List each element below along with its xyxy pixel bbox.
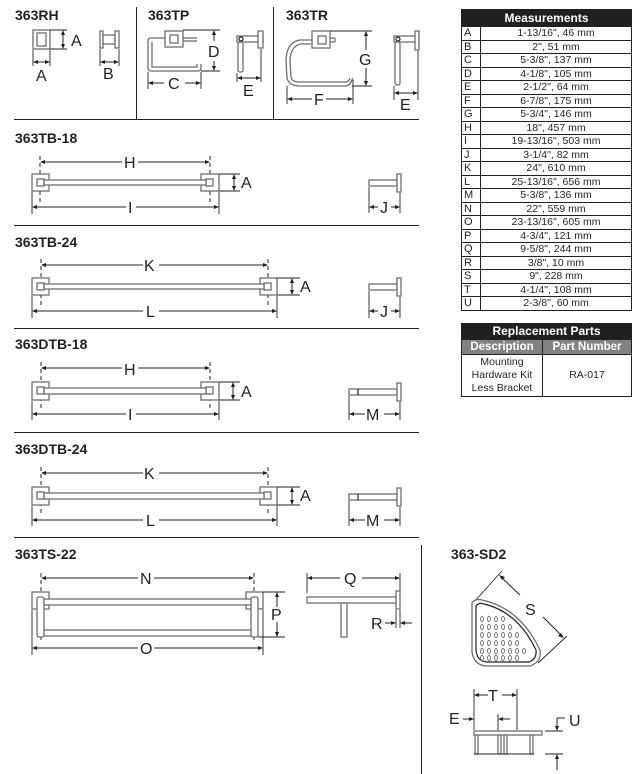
- dim-label-h: H: [124, 362, 136, 379]
- dim-label-a: A: [36, 68, 47, 85]
- table-row: A 1-13/16", 46 mm: [462, 27, 632, 41]
- dim-label-u: U: [569, 713, 581, 730]
- section-title-363dtb-24: 363DTB-24: [15, 441, 88, 457]
- diagram-363tb-24: [0, 226, 420, 329]
- section-title-363ts-22: 363TS-22: [15, 546, 77, 562]
- table-row: T 4-1/4", 108 mm: [462, 283, 632, 297]
- dim-label-a: A: [300, 488, 311, 505]
- table-row: P 4-3/4", 121 mm: [462, 229, 632, 243]
- section-divider-vertical: [421, 545, 422, 774]
- section-title-363tb-24: 363TB-24: [15, 234, 78, 250]
- table-row: J 3-1/4", 82 mm: [462, 148, 632, 162]
- dim-label-k: K: [144, 258, 155, 275]
- dim-label-i: I: [128, 407, 133, 424]
- dim-label-e: E: [400, 97, 411, 114]
- dim-label-q: Q: [344, 571, 357, 588]
- column-header-description: Description: [462, 340, 543, 355]
- part-description: Mounting Hardware Kit Less Bracket: [462, 355, 543, 397]
- section-title-363rh: 363RH: [15, 7, 59, 23]
- dim-label-k: K: [144, 466, 155, 483]
- section-title-363tp: 363TP: [148, 7, 190, 23]
- dim-label-d: D: [208, 44, 220, 61]
- dim-label-e: E: [243, 83, 254, 100]
- dim-label-e: E: [449, 711, 460, 728]
- dim-label-a: A: [300, 279, 311, 296]
- column-header-part-number: Part Number: [543, 340, 632, 355]
- dim-label-s: S: [525, 602, 536, 619]
- table-row: Q 9-5/8", 244 mm: [462, 243, 632, 257]
- dim-label-a: A: [71, 33, 82, 50]
- table-row: O 23-13/16", 605 mm: [462, 216, 632, 230]
- dim-label-a: A: [241, 384, 252, 401]
- dim-label-b: B: [103, 66, 114, 83]
- section-title-363dtb-18: 363DTB-18: [15, 336, 88, 352]
- table-row: G 5-3/4", 146 mm: [462, 108, 632, 122]
- table-row: C 5-3/8", 137 mm: [462, 54, 632, 68]
- dim-label-i: I: [128, 200, 133, 217]
- dim-label-j: J: [380, 200, 388, 217]
- section-title-363-sd2: 363-SD2: [451, 546, 507, 562]
- measurements-table: [461, 9, 632, 311]
- table-row: B 2", 51 mm: [462, 40, 632, 54]
- dim-label-g: G: [359, 52, 372, 69]
- dim-label-l: L: [146, 513, 155, 530]
- dim-label-a: A: [241, 175, 252, 192]
- diagram-363-sd2: [430, 540, 640, 774]
- dim-label-h: H: [124, 155, 136, 172]
- dim-label-p: P: [271, 607, 282, 624]
- table-row: E 2-1/2", 64 mm: [462, 81, 632, 95]
- table-row: K 24", 610 mm: [462, 162, 632, 176]
- dim-label-t: T: [488, 688, 498, 705]
- section-title-363tb-18: 363TB-18: [15, 130, 78, 146]
- table-row: F 6-7/8", 175 mm: [462, 94, 632, 108]
- table-row: D 4-1/8", 105 mm: [462, 67, 632, 81]
- diagram-363dtb-24: [0, 433, 420, 538]
- replacement-parts-header: Replacement Parts: [462, 324, 632, 340]
- table-row: H 18", 457 mm: [462, 121, 632, 135]
- dim-label-c: C: [168, 76, 180, 93]
- table-row: N 22", 559 mm: [462, 202, 632, 216]
- section-title-363tr: 363TR: [286, 7, 329, 23]
- dim-label-n: N: [140, 571, 152, 588]
- dim-label-r: R: [371, 616, 383, 633]
- dim-label-m: M: [366, 513, 380, 530]
- dim-label-f: F: [314, 92, 324, 109]
- diagram-363tr: [0, 0, 420, 120]
- table-row: L 25-13/16", 656 mm: [462, 175, 632, 189]
- dim-label-j: J: [380, 304, 388, 321]
- table-row: R 3/8", 10 mm: [462, 256, 632, 270]
- dim-label-m: M: [366, 407, 380, 424]
- measurements-header: Measurements: [462, 10, 632, 27]
- dim-label-l: L: [146, 304, 155, 321]
- diagram-363ts-22: [0, 538, 420, 668]
- table-row: [462, 355, 632, 397]
- table-row: M 5-3/8", 136 mm: [462, 189, 632, 203]
- diagram-363tb-18: [0, 120, 420, 225]
- part-number: RA-017: [543, 355, 632, 397]
- dim-label-o: O: [140, 641, 153, 658]
- diagram-363dtb-18: [0, 330, 420, 433]
- table-row: S 9", 228 mm: [462, 270, 632, 284]
- table-row: U 2-3/8", 60 mm: [462, 297, 632, 311]
- table-row: I 19-13/16", 503 mm: [462, 135, 632, 149]
- replacement-parts-table: [461, 323, 632, 397]
